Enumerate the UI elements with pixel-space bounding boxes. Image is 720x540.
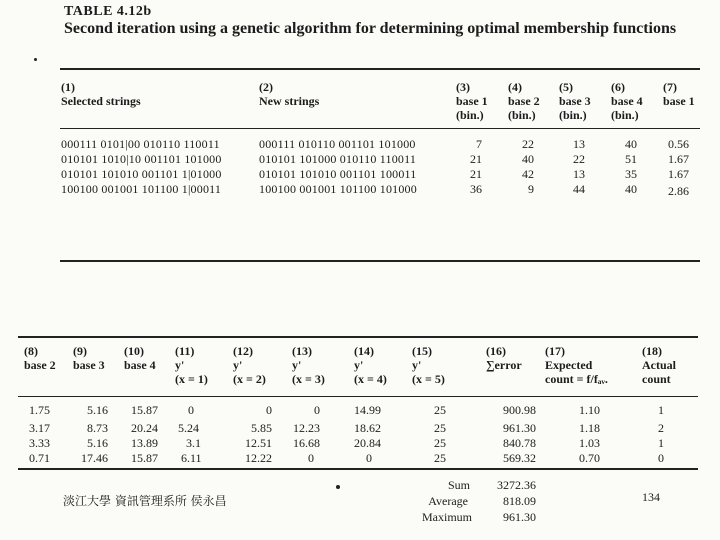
bottom-header-8: (8) base 2	[24, 344, 56, 372]
bottom-header-13: (13) y' (x = 3)	[292, 344, 325, 386]
top-header-4: (4) base 2 (bin.)	[508, 80, 540, 122]
top-table-rule-header	[60, 128, 700, 129]
top-header-2: (2) New strings	[259, 80, 320, 108]
top-header-5: (5) base 3 (bin.)	[559, 80, 591, 122]
top-header-6: (6) base 4 (bin.)	[611, 80, 643, 122]
footer-author: 淡江大學 資訊管理系所 侯永昌	[63, 494, 227, 508]
page-number: 134	[642, 490, 660, 504]
top-header-1: (1) Selected strings	[61, 80, 141, 108]
bottom-header-12: (12) y' (x = 2)	[233, 344, 266, 386]
bullet-mark	[336, 485, 340, 489]
bottom-header-10: (10) base 4	[124, 344, 156, 372]
top-table-rule-top	[60, 68, 700, 70]
bottom-header-14: (14) y' (x = 4)	[354, 344, 387, 386]
speck-mark	[34, 58, 37, 61]
bottom-table-rule-header	[18, 396, 698, 397]
bottom-header-15: (15) y' (x = 5)	[412, 344, 445, 386]
bottom-header-11: (11) y' (x = 1)	[175, 344, 208, 386]
bottom-table-rule-top	[18, 336, 698, 338]
bottom-header-9: (9) base 3	[73, 344, 105, 372]
top-header-3: (3) base 1 (bin.)	[456, 80, 488, 122]
bottom-header-18: (18) Actual count	[642, 344, 676, 386]
bottom-table-rule-bottom	[18, 468, 698, 470]
table-label: TABLE 4.12b	[64, 4, 152, 19]
bottom-header-17: (17) Expected count = f/fₐᵥ.	[545, 344, 608, 386]
top-table-rule-bottom	[60, 260, 700, 262]
bottom-header-16: (16) ∑error	[486, 344, 522, 372]
top-header-7: (7) base 1	[663, 80, 695, 108]
table-title: Second iteration using a genetic algorithm for determining optimal membership functions	[64, 20, 677, 37]
